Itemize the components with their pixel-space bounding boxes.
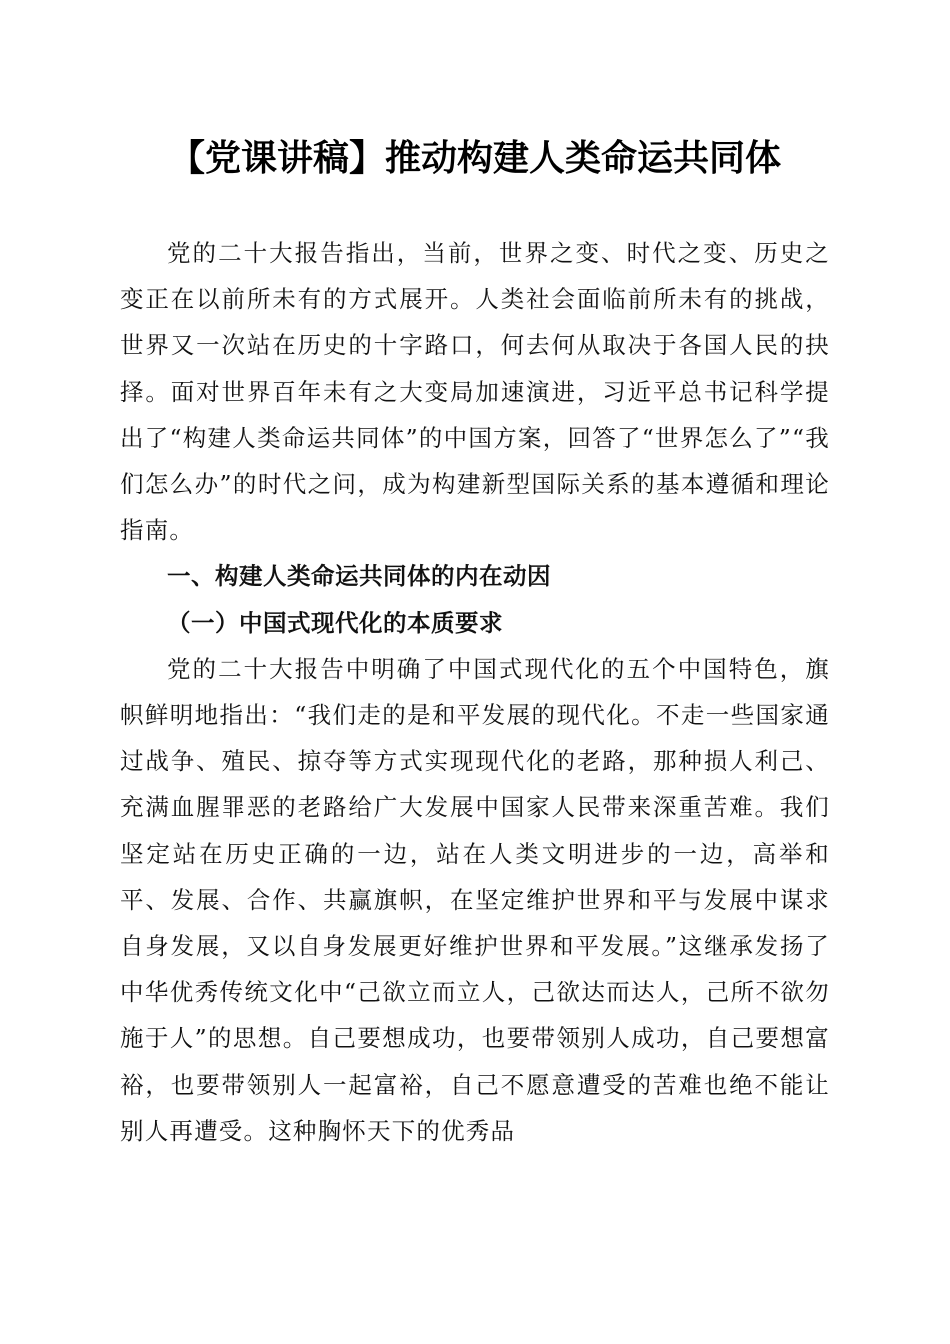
paragraph-intro: 党的二十大报告指出，当前，世界之变、时代之变、历史之变正在以前所未有的方式展开。人类社会面临前所未有的挑战，世界又一次站在历史的十字路口，何去何从取决于各国人民的抉择。面对世界百年未有之大变局加速演进，习近平总书记科学提出了“构建人类命运共同体”的中国方案，回答了“世界怎么了”“我们怎么办”的时代之问，成为构建新型国际关系的基本遵循和理论指南。: [120, 239, 830, 545]
subsection-heading: （一）中国式现代化的本质要求: [167, 608, 503, 637]
section-heading: 一、构建人类命运共同体的内在动因: [167, 562, 551, 591]
paragraph-body: 党的二十大报告中明确了中国式现代化的五个中国特色，旗帜鲜明地指出：“我们走的是和平发展的现代化。不走一些国家通过战争、殖民、掠夺等方式实现现代化的老路，那种损人利己、充满血腥罪恶的老路给广大发展中国家人民带来深重苦难。我们坚定站在历史正确的一边，站在人类文明进步的一边，高举和平、发展、合作、共赢旗帜，在坚定维护世界和平与发展中谋求自身发展，又以自身发展更好维护世界和平发展。”这继承发扬了中华优秀传统文化中“己欲立而立人，己欲达而达人，己所不欲勿施于人”的思想。自己要想成功，也要带领别人成功，自己要想富裕，也要带领别人一起富裕，自己不愿意遭受的苦难也绝不能让别人再遭受。这种胸怀天下的优秀品: [120, 654, 830, 1145]
document-body: [120, 230, 830, 1154]
document-title: 【党课讲稿】推动构建人类命运共同体: [168, 138, 781, 179]
